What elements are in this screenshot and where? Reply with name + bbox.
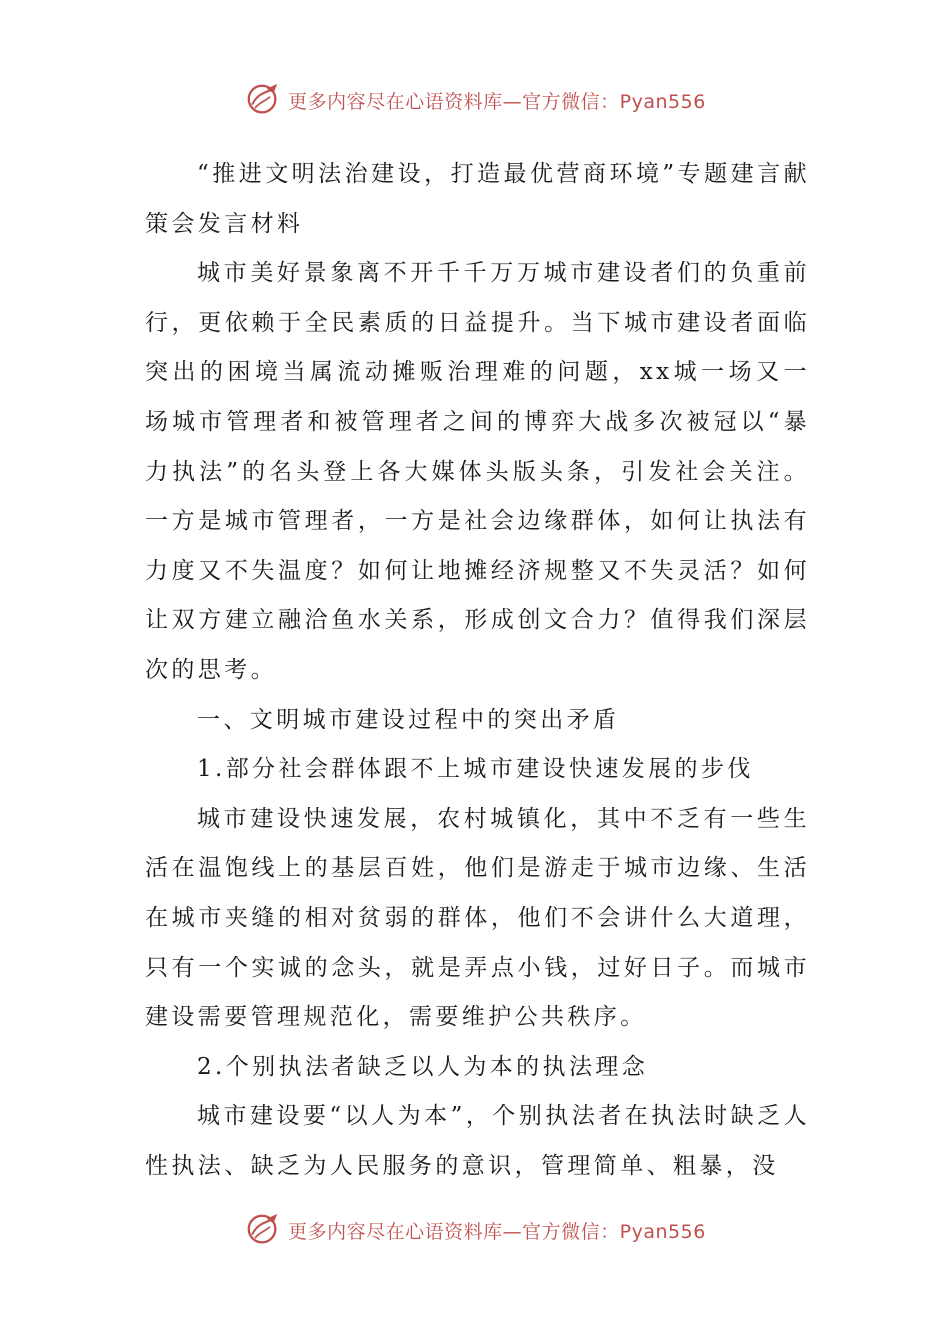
paragraph-1: 城市建设快速发展，农村城镇化，其中不乏有一些生活在温饱线上的基层百姓，他们是游走于城市边缘、生活在城市夹缝的相对贫弱的群体，他们不会讲什么大道理，只有一个实诚的念头，就是弄点小钱，过好日子。而城市建设需要管理规范化，需要维护公共秩序。: [145, 805, 810, 1031]
paragraph-2: 城市建设要“以人为本”，个别执法者在执法时缺乏人性执法、缺乏为人民服务的意识，管理简单、粗暴，没: [145, 1103, 810, 1179]
pen-signature-icon: [244, 81, 282, 119]
paragraph-intro: 城市美好景象离不开千千万万城市建设者们的负重前行，更依赖于全民素质的日益提升。当下城市建设者面临突出的困境当属流动摊贩治理难的问题，xx城一场又一场城市管理者和被管理者之间的博弈大战多次被冠以“暴力执法”的名头登上各大媒体头版头条，引发社会关注。一方是城市管理者，一方是社会边缘群体，如何让执法有力度又不失温度？如何让地摊经济规整又不失灵活？如何让双方建立融洽鱼水关系，形成创文合力？值得我们深层次的思考。: [145, 260, 810, 683]
section-heading-1: 一、文明城市建设过程中的突出矛盾: [197, 706, 620, 733]
header-watermark: [0, 80, 950, 120]
watermark-text: 更多内容尽在心语资料库—官方微信：Pyan556: [288, 1220, 706, 1243]
footer-watermark: [0, 1210, 950, 1250]
document-title: “推进文明法治建设，打造最优营商环境”专题建言献策会发言材料: [145, 161, 810, 237]
subsection-heading-1: 1.部分社会群体跟不上城市建设快速发展的步伐: [197, 756, 754, 783]
document-body: [145, 150, 810, 1191]
pen-signature-icon: [244, 1211, 282, 1249]
subsection-heading-2: 2.个别执法者缺乏以人为本的执法理念: [197, 1053, 649, 1080]
watermark-text: 更多内容尽在心语资料库—官方微信：Pyan556: [288, 90, 706, 113]
